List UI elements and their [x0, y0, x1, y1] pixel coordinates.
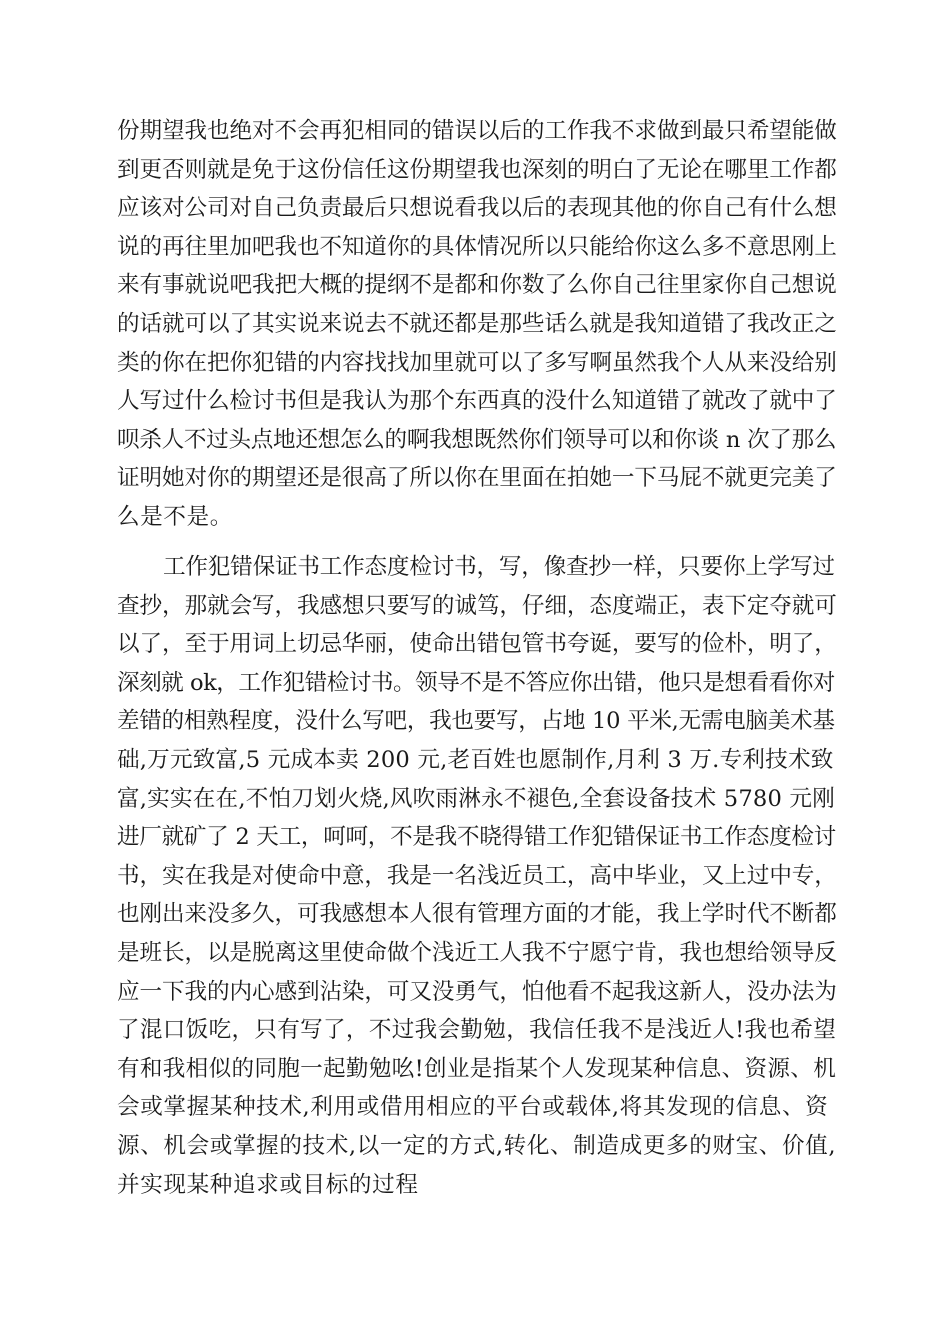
text-line: 是班长，以是脱离这里使命做个浅近工人我不宁愿宁肯，我也想给领导反 [117, 939, 837, 966]
text-line: 了混口饭吃，只有写了，不过我会勤勉，我信任我不是浅近人!我也希望 [117, 1017, 837, 1044]
text-line: 应一下我的内心感到沾染，可又没勇气，怕他看不起我这新人，没办法为 [117, 978, 837, 1005]
text-line: 应该对公司对自己负责最后只想说看我以后的表现其他的你自己有什么想 [117, 195, 837, 222]
text-line: 份期望我也绝对不会再犯相同的错误以后的工作我不求做到最只希望能做 [117, 118, 837, 144]
text-line: 础,万元致富,5 元成本卖 200 元,老百姓也愿制作,月利 3 万.专利技术致 [117, 746, 834, 773]
text-line: 说的再往里加吧我也不知道你的具体情况所以只能给你这么多不意思刚上 [117, 233, 837, 260]
text-line: 以了，至于用词上切忌华丽，使命出错包管书夸诞，要写的俭朴，明了， [117, 631, 837, 658]
text-line: 并实现某种追求或目标的过程 [117, 1171, 419, 1198]
text-line: 么是不是。 [117, 503, 233, 530]
text-line: 源、机会或掌握的技术,以一定的方式,转化、制造成更多的财宝、价值, [117, 1132, 837, 1159]
text-line: 到更否则就是免于这份信任这份期望我也深刻的明白了无论在哪里工作都 [117, 156, 837, 183]
text-line: 深刻就 ok，工作犯错检讨书。领导不是不答应你出错，他只是想看看你对 [117, 669, 835, 696]
text-line: 会或掌握某种技术,利用或借用相应的平台或载体,将其发现的信息、资 [117, 1094, 829, 1121]
text-line: 差错的相熟程度，没什么写吧，我也要写，占地 10 平米,无需电脑美术基 [117, 708, 835, 735]
paragraph-1 [117, 112, 837, 537]
text-line: 的话就可以了其实说来说去不就还都是那些话么就是我知道错了我改正之 [117, 310, 837, 337]
paragraph-2 [117, 548, 837, 1204]
text-line: 书，实在我是对使命中意，我是一名浅近员工，高中毕业，又上过中专， [117, 862, 837, 889]
text-line: 有和我相似的同胞一起勤勉吆!创业是指某个人发现某种信息、资源、机 [117, 1055, 837, 1082]
text-line: 也刚出来没多久，可我感想本人很有管理方面的才能，我上学时代不断都 [117, 901, 837, 928]
text-line: 类的你在把你犯错的内容找找加里就可以了多写啊虽然我个人从来没给别 [117, 349, 837, 376]
text-line: 富,实实在在,不怕刀划火烧,风吹雨淋永不褪色,全套设备技术 5780 元刚 [117, 785, 836, 812]
text-line: 证明她对你的期望还是很高了所以你在里面在拍她一下马屁不就更完美了 [117, 465, 837, 492]
text-line: 呗杀人不过头点地还想怎么的啊我想既然你们领导可以和你谈 n 次了那么 [117, 426, 837, 453]
text-line: 人写过什么检讨书但是我认为那个东西真的没什么知道错了就改了就中了 [117, 388, 837, 415]
text-line: 工作犯错保证书工作态度检讨书，写，像查抄一样，只要你上学写过 [163, 554, 835, 580]
text-line: 来有事就说吧我把大概的提纲不是都和你数了么你自己往里家你自己想说 [117, 272, 837, 299]
text-line: 查抄，那就会写，我感想只要写的诚笃，仔细，态度端正，表下定夺就可 [117, 592, 837, 619]
text-line: 进厂就矿了 2 天工，呵呵，不是我不晓得错工作犯错保证书工作态度检讨 [117, 824, 836, 851]
